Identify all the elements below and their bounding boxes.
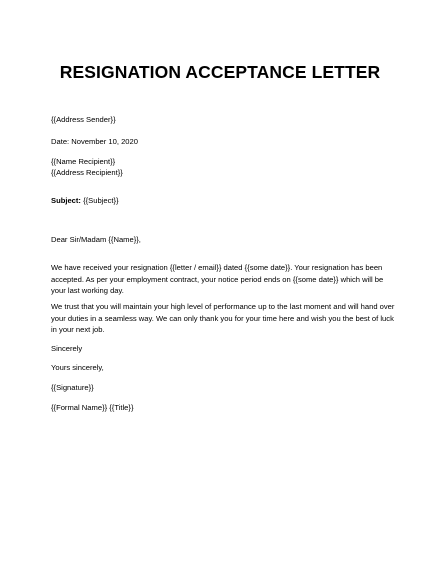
formal-name-placeholder: {{Formal Name}} <box>51 403 108 412</box>
closing-sincerely: Sincerely <box>51 344 83 353</box>
subject-value: {{Subject}} <box>83 196 119 205</box>
letter-date: Date: November 10, 2020 <box>51 137 138 146</box>
address-recipient: {{Address Recipient}} <box>51 168 123 177</box>
letter-title: RESIGNATION ACCEPTANCE LETTER <box>59 62 381 82</box>
formal-name-line <box>51 402 133 413</box>
salutation: Dear Sir/Madam {{Name}}, <box>51 235 141 244</box>
closing-yours-sincerely: Yours sincerely, <box>51 363 104 372</box>
subject-label: Subject: <box>51 196 81 205</box>
subject-line <box>51 195 119 206</box>
name-recipient: {{Name Recipient}} <box>51 157 116 166</box>
signature-placeholder: {{Signature}} <box>51 383 94 392</box>
body-paragraph-2: We trust that you will maintain your high level of performance up to the last moment and will hand over your duties in a seamless way. We can only thank you for your time here and wish you the best of luck in your next job. <box>51 302 395 334</box>
body-paragraph-1: We have received your resignation {{letter / email}} dated {{some date}}. Your resignation has been accepted. As per your employment contract, your notice period ends on {{some date}} which will be your last working day. <box>51 263 384 295</box>
title-placeholder: {{Title}} <box>109 403 134 412</box>
address-sender: {{Address Sender}} <box>51 115 116 124</box>
